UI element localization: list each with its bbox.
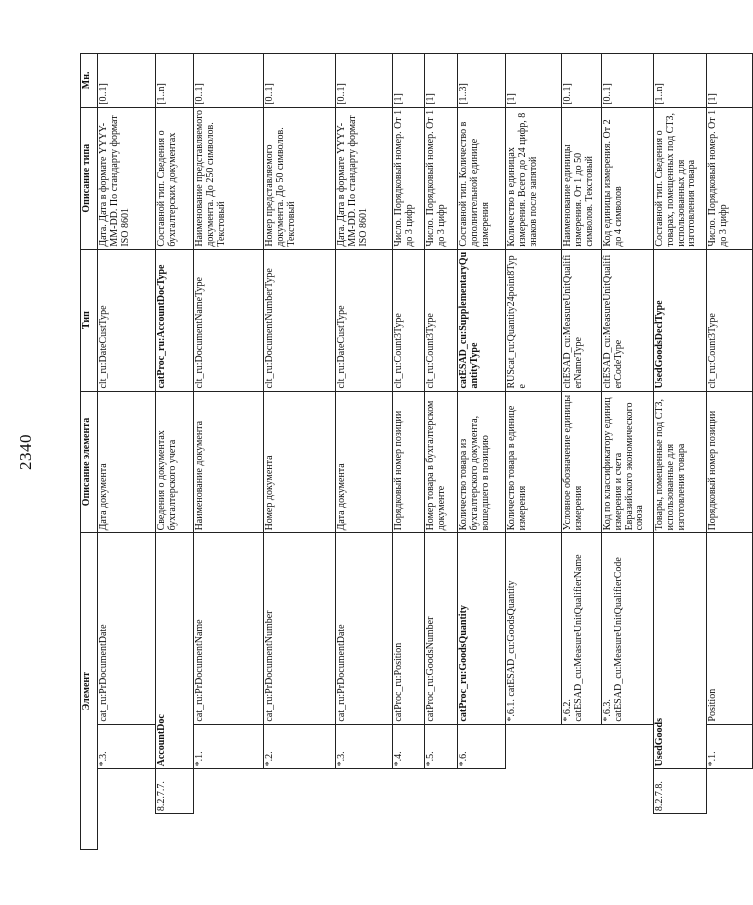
row-type-desc: Составной тип. Сведения о бухгалтерских документах (156, 107, 194, 249)
row-number: *.1. (194, 724, 264, 769)
row-number: *.6. (458, 724, 506, 769)
row-element-desc: Номер документа (264, 391, 336, 533)
row-number: *.2. (264, 724, 336, 769)
row-mult: [1] (506, 54, 562, 108)
header-row (81, 54, 98, 850)
row-element: Position (707, 533, 753, 724)
row-type: cltESAD_cu:MeasureUnitQualifierCodeType (602, 249, 654, 391)
row-element-desc: Порядковый номер позиции (393, 391, 425, 533)
row-element-desc: Сведения о документах бухгалтерского учета (156, 391, 194, 533)
table-row (707, 54, 753, 850)
row-element: cat_ru:PrDocumentDate (98, 533, 156, 724)
table-row (336, 54, 393, 850)
table-row (393, 54, 425, 850)
row-type-desc: Число. Порядковый номер. От 1 до 3 цифр (393, 107, 425, 249)
row-mult: [1..n] (654, 54, 707, 108)
row-mult: [0..1] (194, 54, 264, 108)
row-number: *.3. (98, 724, 156, 769)
row-number: *.1. (707, 724, 753, 769)
table-row (156, 54, 194, 850)
table-row (264, 54, 336, 850)
table-row (602, 54, 654, 850)
row-type: catProc_ru:AccountDocType (156, 249, 194, 391)
row-type: cltESAD_cu:MeasureUnitQualifierNameType (562, 249, 602, 391)
row-mult: [1..n] (156, 54, 194, 108)
row-mult: [0..1] (336, 54, 393, 108)
row-number: 8.2.7.8. (654, 769, 707, 814)
header-type-desc: Описание типа (81, 107, 98, 249)
row-mult: [0..1] (264, 54, 336, 108)
row-element-desc: Товары, помещенные под СТЗ, использованные для изготовления товара (654, 391, 707, 533)
row-number: *.4. (393, 724, 425, 769)
row-mult: [0..1] (98, 54, 156, 108)
page-number: 2340 (16, 434, 35, 470)
row-number: *.5. (425, 724, 458, 769)
row-element: catProc_ru:GoodsQuantity (458, 533, 506, 724)
row-element-desc: Дата документа (336, 391, 393, 533)
row-element: catProc_ru:GoodsNumber (425, 533, 458, 724)
row-element-desc: Количество товара из бухгалтерского документа, вошедшего в позицию (458, 391, 506, 533)
row-mult: [0..1] (562, 54, 602, 108)
row-element-desc: Дата документа (98, 391, 156, 533)
row-number: *.6.2. (562, 699, 573, 722)
row-number: *.3. (336, 724, 393, 769)
row-element-desc: Количество товара в единице измерения (506, 391, 562, 533)
row-type-desc: Число. Порядковый номер. От 1 до 3 цифр (707, 107, 753, 249)
row-type: clt_ru:DocumentNumberType (264, 249, 336, 391)
row-type: clt_ru:Count3Type (393, 249, 425, 391)
row-mult: [1..3] (458, 54, 506, 108)
row-type: clt_ru:DocumentNameType (194, 249, 264, 391)
row-element: cat_ru:PrDocumentName (194, 533, 264, 724)
row-type-desc: Наименование представляемого документа. До 250 символов. Текстовый (194, 107, 264, 249)
rotated-table-container (80, 53, 729, 850)
row-element: catESAD_cu:GoodsQuantity (506, 580, 517, 697)
row-type-desc: Составной тип. Сведения о товарах, помещенных под СТЗ, использованных для изготовления товара (654, 107, 707, 249)
row-type-desc: Наименование единицы измерения. От 1 до 50 символов. Текстовый (562, 107, 602, 249)
table-row (458, 54, 506, 850)
row-type-desc: Число. Порядковый номер. От 1 до 3 цифр (425, 107, 458, 249)
header-element: Элемент (81, 533, 98, 850)
row-element: AccountDoc (156, 533, 194, 769)
row-number: *.6.1. (506, 699, 517, 722)
row-element-desc: Условное обозначение единицы измерения (562, 391, 602, 533)
row-type: RUScat_ru:Quantity24point8Type (506, 249, 562, 391)
row-element: catESAD_cu:MeasureUnitQualifierCode (612, 557, 624, 722)
row-element: catESAD_cu:MeasureUnitQualifierName (572, 554, 584, 722)
row-type: clt_ru:DateCustType (98, 249, 156, 391)
table-row (506, 54, 562, 850)
row-element-desc: Номер товара в бухгалтерском документе (425, 391, 458, 533)
table-row (562, 54, 602, 850)
row-type-desc: Дата. Дата в формате YYYY-MM-DD. По стандарту формат ISO 8601 (336, 107, 393, 249)
row-type-desc: Составной тип. Количество в дополнительной единице измерения (458, 107, 506, 249)
row-element: UsedGoods (654, 533, 707, 769)
table-row (425, 54, 458, 850)
row-mult: [1] (393, 54, 425, 108)
row-mult: [0..1] (602, 54, 654, 108)
row-mult: [1] (707, 54, 753, 108)
header-element-desc: Описание элемента (81, 391, 98, 533)
row-element: cat_ru:PrDocumentNumber (264, 533, 336, 724)
row-element-cell (562, 533, 602, 724)
row-type: UsedGoodsDeclType (654, 249, 707, 391)
element-table (80, 53, 753, 850)
row-type: clt_ru:Count3Type (707, 249, 753, 391)
table-row (98, 54, 156, 850)
row-type-desc: Дата. Дата в формате YYYY-MM-DD. По стандарту формат ISO 8601 (98, 107, 156, 249)
header-type: Тип (81, 249, 98, 391)
table-row (654, 54, 707, 850)
row-mult: [1] (425, 54, 458, 108)
row-type: clt_ru:Count3Type (425, 249, 458, 391)
table-row (194, 54, 264, 850)
row-element-desc: Порядковый номер позиции (707, 391, 753, 533)
row-element-desc: Наименование документа (194, 391, 264, 533)
row-number: 8.2.7.7. (156, 769, 194, 814)
row-number: *.6.3. (602, 699, 613, 722)
row-type-desc: Количество в единицах измерения. Всего до 24 цифр, 8 знаков после запятой (506, 107, 562, 249)
row-type-desc: Код единицы измерения. От 2 до 4 символов (602, 107, 654, 249)
row-type: clt_ru:DateCustType (336, 249, 393, 391)
row-element: cat_ru:PrDocumentDate (336, 533, 393, 724)
row-element-cell (602, 533, 654, 724)
row-element-desc: Код по классификатору единиц измерения и счета Евразийского экономического союза (602, 391, 654, 533)
header-mult: Мн. (81, 54, 98, 108)
row-element: catProc_ru:Position (393, 533, 425, 724)
row-element-cell (506, 533, 562, 724)
row-type-desc: Номер представляемого документа. До 50 символов. Текстовый (264, 107, 336, 249)
row-type: catESAD_cu:SupplementaryQuantityType (458, 249, 506, 391)
